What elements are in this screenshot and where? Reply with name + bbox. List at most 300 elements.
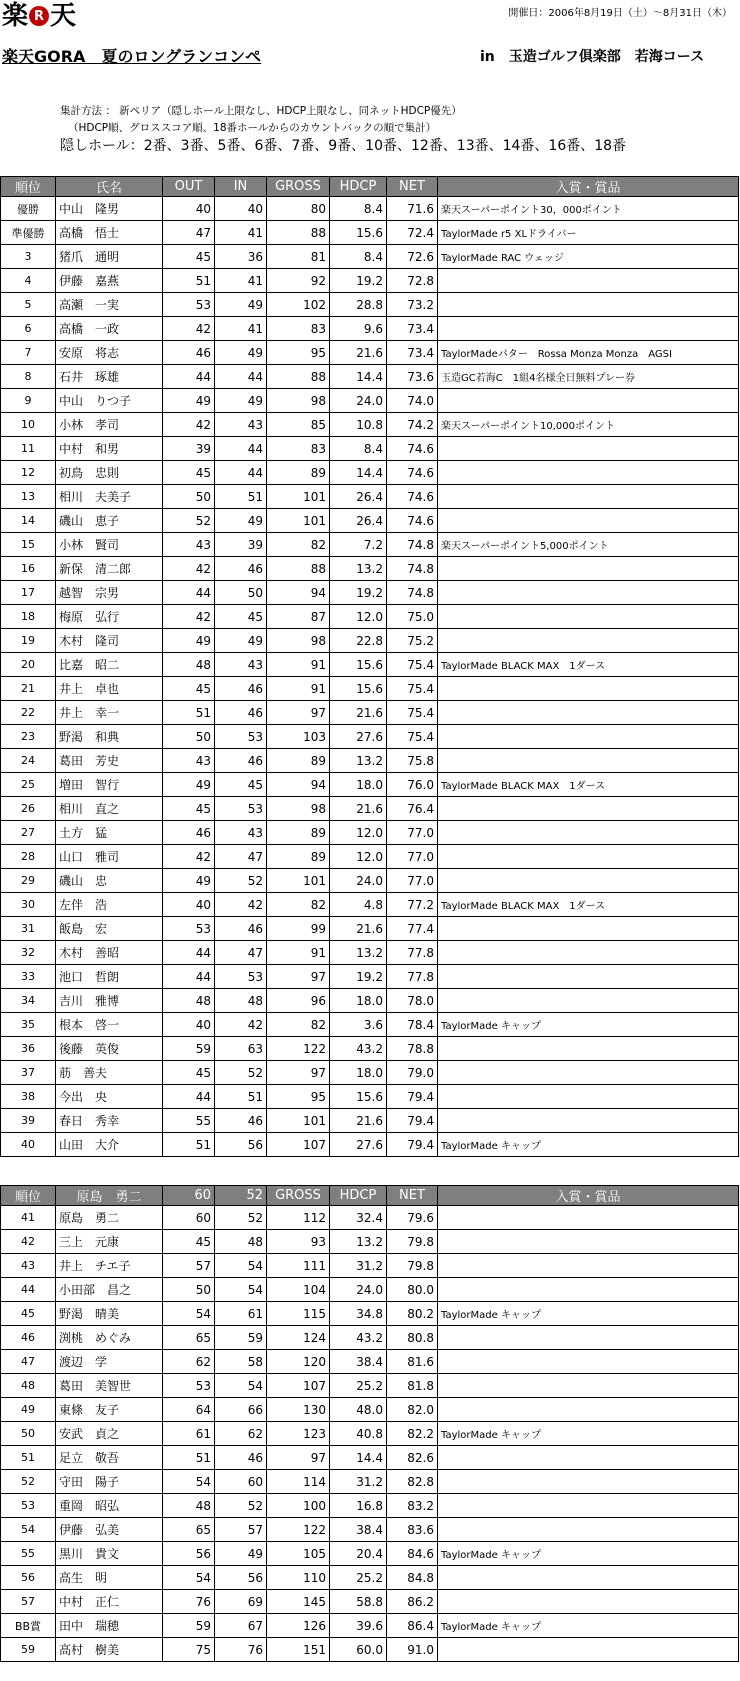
table-row bbox=[1, 365, 739, 389]
col-out: OUT bbox=[163, 177, 215, 197]
out-score: 51 bbox=[163, 701, 215, 725]
in-score: 51 bbox=[215, 1085, 267, 1109]
hdcp-value: 4.8 bbox=[330, 893, 387, 917]
gross-score: 114 bbox=[267, 1470, 330, 1494]
out-score: 43 bbox=[163, 749, 215, 773]
hdcp-value: 21.6 bbox=[330, 701, 387, 725]
rank-cell: BB賞 bbox=[1, 1614, 56, 1638]
rank-cell: 6 bbox=[1, 317, 56, 341]
net-score: 72.4 bbox=[387, 221, 438, 245]
hdcp-value: 12.0 bbox=[330, 821, 387, 845]
rank-cell: 44 bbox=[1, 1278, 56, 1302]
out-score: 44 bbox=[163, 581, 215, 605]
gross-score: 107 bbox=[267, 1133, 330, 1157]
player-name: 相川 夫美子 bbox=[56, 485, 163, 509]
hdcp-value: 13.2 bbox=[330, 941, 387, 965]
out-score: 59 bbox=[163, 1614, 215, 1638]
out-score: 39 bbox=[163, 437, 215, 461]
in-score: 48 bbox=[215, 989, 267, 1013]
net-score: 74.8 bbox=[387, 533, 438, 557]
in-score: 49 bbox=[215, 341, 267, 365]
rank-cell: 20 bbox=[1, 653, 56, 677]
prize-cell bbox=[438, 1446, 739, 1470]
prize-cell bbox=[438, 1037, 739, 1061]
in-score: 47 bbox=[215, 941, 267, 965]
rank-cell: 45 bbox=[1, 1302, 56, 1326]
in-score: 39 bbox=[215, 533, 267, 557]
rank-cell: 27 bbox=[1, 821, 56, 845]
prize-cell: TaylorMade BLACK MAX 1ダース bbox=[438, 893, 739, 917]
net-score: 77.0 bbox=[387, 845, 438, 869]
table-row bbox=[1, 1133, 739, 1157]
out-score: 46 bbox=[163, 341, 215, 365]
gross-score: 130 bbox=[267, 1398, 330, 1422]
col-in-2: 52 bbox=[215, 1186, 267, 1206]
rank-cell: 55 bbox=[1, 1542, 56, 1566]
player-name: 井上 チエ子 bbox=[56, 1254, 163, 1278]
prize-cell bbox=[438, 1494, 739, 1518]
prize-cell: TaylorMade RAC ウェッジ bbox=[438, 245, 739, 269]
col-prize-2: 入賞・賞品 bbox=[438, 1186, 739, 1206]
hdcp-value: 14.4 bbox=[330, 1446, 387, 1470]
in-score: 44 bbox=[215, 437, 267, 461]
net-score: 79.4 bbox=[387, 1133, 438, 1157]
rank-cell: 36 bbox=[1, 1037, 56, 1061]
in-score: 48 bbox=[215, 1230, 267, 1254]
table-row bbox=[1, 1350, 739, 1374]
in-score: 49 bbox=[215, 509, 267, 533]
net-score: 77.4 bbox=[387, 917, 438, 941]
hdcp-value: 25.2 bbox=[330, 1374, 387, 1398]
in-score: 49 bbox=[215, 1542, 267, 1566]
out-score: 60 bbox=[163, 1206, 215, 1230]
scoring-order: （HDCP順、グロススコア順、18番ホールからのカウントバックの順で集計） bbox=[68, 122, 437, 134]
table-row bbox=[1, 653, 739, 677]
out-score: 42 bbox=[163, 557, 215, 581]
in-score: 60 bbox=[215, 1470, 267, 1494]
prize-cell bbox=[438, 269, 739, 293]
player-name: 越智 宗男 bbox=[56, 581, 163, 605]
in-score: 67 bbox=[215, 1614, 267, 1638]
net-score: 91.0 bbox=[387, 1638, 438, 1662]
in-score: 51 bbox=[215, 485, 267, 509]
out-score: 45 bbox=[163, 461, 215, 485]
net-score: 75.4 bbox=[387, 701, 438, 725]
gross-score: 98 bbox=[267, 797, 330, 821]
col-net-2: NET bbox=[387, 1186, 438, 1206]
table-row bbox=[1, 629, 739, 653]
hdcp-value: 60.0 bbox=[330, 1638, 387, 1662]
table-row bbox=[1, 581, 739, 605]
net-score: 74.8 bbox=[387, 581, 438, 605]
gross-score: 123 bbox=[267, 1422, 330, 1446]
net-score: 80.0 bbox=[387, 1278, 438, 1302]
net-score: 75.0 bbox=[387, 605, 438, 629]
hdcp-value: 14.4 bbox=[330, 365, 387, 389]
net-score: 72.8 bbox=[387, 269, 438, 293]
net-score: 79.4 bbox=[387, 1109, 438, 1133]
net-score: 74.0 bbox=[387, 389, 438, 413]
table-row bbox=[1, 509, 739, 533]
rank-cell: 53 bbox=[1, 1494, 56, 1518]
player-name: 渡辺 学 bbox=[56, 1350, 163, 1374]
in-score: 52 bbox=[215, 1494, 267, 1518]
hdcp-value: 43.2 bbox=[330, 1326, 387, 1350]
out-score: 65 bbox=[163, 1326, 215, 1350]
table-row bbox=[1, 1230, 739, 1254]
in-score: 54 bbox=[215, 1254, 267, 1278]
rank-cell: 11 bbox=[1, 437, 56, 461]
prize-cell: TaylorMade r5 XLドライバー bbox=[438, 221, 739, 245]
hdcp-value: 3.6 bbox=[330, 1013, 387, 1037]
out-score: 48 bbox=[163, 989, 215, 1013]
out-score: 75 bbox=[163, 1638, 215, 1662]
prize-cell bbox=[438, 437, 739, 461]
table-row bbox=[1, 1614, 739, 1638]
venue: in 玉造ゴルフ倶楽部 若海コース bbox=[480, 49, 705, 65]
hdcp-value: 28.8 bbox=[330, 293, 387, 317]
gross-score: 111 bbox=[267, 1254, 330, 1278]
player-name: 黒川 貴文 bbox=[56, 1542, 163, 1566]
out-score: 48 bbox=[163, 1494, 215, 1518]
table-row bbox=[1, 245, 739, 269]
player-name: 足立 敬吾 bbox=[56, 1446, 163, 1470]
out-score: 51 bbox=[163, 269, 215, 293]
prize-cell bbox=[438, 581, 739, 605]
prize-cell: 楽天スーパーポイント30，000ポイント bbox=[438, 197, 739, 221]
rank-cell: 13 bbox=[1, 485, 56, 509]
net-score: 84.8 bbox=[387, 1566, 438, 1590]
player-name: 葛田 美智世 bbox=[56, 1374, 163, 1398]
prize-cell bbox=[438, 1518, 739, 1542]
rank-cell: 37 bbox=[1, 1061, 56, 1085]
out-score: 45 bbox=[163, 245, 215, 269]
in-score: 46 bbox=[215, 1446, 267, 1470]
gross-score: 88 bbox=[267, 557, 330, 581]
hdcp-value: 13.2 bbox=[330, 1230, 387, 1254]
in-score: 46 bbox=[215, 917, 267, 941]
player-name: 後藤 英俊 bbox=[56, 1037, 163, 1061]
net-score: 82.8 bbox=[387, 1470, 438, 1494]
prize-cell bbox=[438, 509, 739, 533]
net-score: 78.0 bbox=[387, 989, 438, 1013]
player-name: 石井 琢雄 bbox=[56, 365, 163, 389]
player-name: 高生 明 bbox=[56, 1566, 163, 1590]
rank-cell: 3 bbox=[1, 245, 56, 269]
gross-score: 107 bbox=[267, 1374, 330, 1398]
out-score: 55 bbox=[163, 1109, 215, 1133]
out-score: 44 bbox=[163, 941, 215, 965]
out-score: 42 bbox=[163, 605, 215, 629]
net-score: 83.6 bbox=[387, 1518, 438, 1542]
out-score: 54 bbox=[163, 1302, 215, 1326]
table-row bbox=[1, 1446, 739, 1470]
player-name: 梅原 弘行 bbox=[56, 605, 163, 629]
in-score: 52 bbox=[215, 1206, 267, 1230]
net-score: 75.4 bbox=[387, 677, 438, 701]
gross-score: 126 bbox=[267, 1614, 330, 1638]
rank-cell: 25 bbox=[1, 773, 56, 797]
net-score: 77.8 bbox=[387, 965, 438, 989]
rank-cell: 32 bbox=[1, 941, 56, 965]
net-score: 86.4 bbox=[387, 1614, 438, 1638]
hdcp-value: 15.6 bbox=[330, 653, 387, 677]
player-name: 木村 善昭 bbox=[56, 941, 163, 965]
player-name: 中村 正仁 bbox=[56, 1590, 163, 1614]
player-name: 春日 秀幸 bbox=[56, 1109, 163, 1133]
gross-score: 89 bbox=[267, 821, 330, 845]
out-score: 45 bbox=[163, 1230, 215, 1254]
in-score: 46 bbox=[215, 1109, 267, 1133]
gross-score: 95 bbox=[267, 1085, 330, 1109]
player-name: 初鳥 忠則 bbox=[56, 461, 163, 485]
gross-score: 91 bbox=[267, 941, 330, 965]
gross-score: 89 bbox=[267, 749, 330, 773]
player-name: 新保 清二郎 bbox=[56, 557, 163, 581]
rank-cell: 5 bbox=[1, 293, 56, 317]
out-score: 76 bbox=[163, 1590, 215, 1614]
out-score: 52 bbox=[163, 509, 215, 533]
prize-cell bbox=[438, 749, 739, 773]
player-name: 野渇 和典 bbox=[56, 725, 163, 749]
player-name: 今出 央 bbox=[56, 1085, 163, 1109]
player-name: 中山 りつ子 bbox=[56, 389, 163, 413]
col-hdcp: HDCP bbox=[330, 177, 387, 197]
in-score: 45 bbox=[215, 605, 267, 629]
in-score: 41 bbox=[215, 221, 267, 245]
col-hdcp-2: HDCP bbox=[330, 1186, 387, 1206]
in-score: 46 bbox=[215, 677, 267, 701]
rank-cell: 8 bbox=[1, 365, 56, 389]
rank-cell: 26 bbox=[1, 797, 56, 821]
out-score: 50 bbox=[163, 725, 215, 749]
rank-cell: 28 bbox=[1, 845, 56, 869]
prize-cell bbox=[438, 1470, 739, 1494]
rank-cell: 22 bbox=[1, 701, 56, 725]
out-score: 44 bbox=[163, 1085, 215, 1109]
table-row bbox=[1, 845, 739, 869]
rank-cell: 34 bbox=[1, 989, 56, 1013]
hdcp-value: 15.6 bbox=[330, 221, 387, 245]
hdcp-value: 24.0 bbox=[330, 1278, 387, 1302]
gross-score: 96 bbox=[267, 989, 330, 1013]
table-row bbox=[1, 725, 739, 749]
prize-cell: TaylorMade キャップ bbox=[438, 1614, 739, 1638]
in-score: 53 bbox=[215, 965, 267, 989]
gross-score: 112 bbox=[267, 1206, 330, 1230]
in-score: 45 bbox=[215, 773, 267, 797]
gross-score: 100 bbox=[267, 1494, 330, 1518]
prize-cell: 玉造GC若海C 1組4名様全日無料プレー券 bbox=[438, 365, 739, 389]
rank-cell: 9 bbox=[1, 389, 56, 413]
prize-cell bbox=[438, 605, 739, 629]
out-score: 43 bbox=[163, 533, 215, 557]
prize-cell bbox=[438, 557, 739, 581]
table-row bbox=[1, 1590, 739, 1614]
out-score: 45 bbox=[163, 677, 215, 701]
in-score: 63 bbox=[215, 1037, 267, 1061]
col-out-2: 60 bbox=[163, 1186, 215, 1206]
player-name: 磯山 恵子 bbox=[56, 509, 163, 533]
prize-cell bbox=[438, 1590, 739, 1614]
in-score: 46 bbox=[215, 557, 267, 581]
page-title: 楽天GORA 夏のロングランコンペ bbox=[2, 47, 262, 66]
table-row bbox=[1, 341, 739, 365]
hdcp-value: 21.6 bbox=[330, 341, 387, 365]
in-score: 52 bbox=[215, 869, 267, 893]
hdcp-value: 24.0 bbox=[330, 869, 387, 893]
table-row bbox=[1, 269, 739, 293]
gross-score: 92 bbox=[267, 269, 330, 293]
hdcp-value: 24.0 bbox=[330, 389, 387, 413]
net-score: 78.8 bbox=[387, 1037, 438, 1061]
net-score: 74.8 bbox=[387, 557, 438, 581]
gross-score: 97 bbox=[267, 1446, 330, 1470]
net-score: 81.8 bbox=[387, 1374, 438, 1398]
rank-cell: 46 bbox=[1, 1326, 56, 1350]
prize-cell bbox=[438, 1566, 739, 1590]
gross-score: 105 bbox=[267, 1542, 330, 1566]
player-name: 安武 貞之 bbox=[56, 1422, 163, 1446]
rank-cell: 39 bbox=[1, 1109, 56, 1133]
rank-cell: 10 bbox=[1, 413, 56, 437]
out-score: 61 bbox=[163, 1422, 215, 1446]
in-score: 43 bbox=[215, 653, 267, 677]
out-score: 64 bbox=[163, 1398, 215, 1422]
in-score: 61 bbox=[215, 1302, 267, 1326]
hdcp-value: 26.4 bbox=[330, 509, 387, 533]
hidden-holes: 隠しホール：2番、3番、5番、6番、7番、9番、10番、12番、13番、14番、16番、18番 bbox=[60, 138, 627, 154]
in-score: 44 bbox=[215, 365, 267, 389]
hdcp-value: 21.6 bbox=[330, 1109, 387, 1133]
table-row bbox=[1, 1566, 739, 1590]
player-name: 磯山 忠 bbox=[56, 869, 163, 893]
out-score: 40 bbox=[163, 197, 215, 221]
gross-score: 98 bbox=[267, 389, 330, 413]
table-row bbox=[1, 485, 739, 509]
gross-score: 94 bbox=[267, 581, 330, 605]
net-score: 77.8 bbox=[387, 941, 438, 965]
prize-cell bbox=[438, 989, 739, 1013]
out-score: 56 bbox=[163, 1542, 215, 1566]
gross-score: 122 bbox=[267, 1037, 330, 1061]
gross-score: 97 bbox=[267, 701, 330, 725]
prize-cell bbox=[438, 797, 739, 821]
table-row bbox=[1, 557, 739, 581]
hdcp-value: 12.0 bbox=[330, 845, 387, 869]
logo-char-right: 天 bbox=[50, 1, 77, 31]
prize-cell bbox=[438, 1326, 739, 1350]
table-row bbox=[1, 1374, 739, 1398]
table-row bbox=[1, 461, 739, 485]
results-table-2 bbox=[0, 1185, 739, 1662]
out-score: 49 bbox=[163, 389, 215, 413]
player-name: 原島 勇二 bbox=[56, 1206, 163, 1230]
rank-cell: 29 bbox=[1, 869, 56, 893]
table-row bbox=[1, 965, 739, 989]
out-score: 53 bbox=[163, 1374, 215, 1398]
net-score: 75.2 bbox=[387, 629, 438, 653]
hdcp-value: 39.6 bbox=[330, 1614, 387, 1638]
table-row bbox=[1, 989, 739, 1013]
hdcp-value: 27.6 bbox=[330, 1133, 387, 1157]
out-score: 48 bbox=[163, 653, 215, 677]
hdcp-value: 26.4 bbox=[330, 485, 387, 509]
logo-char-left: 楽 bbox=[2, 1, 29, 31]
in-score: 40 bbox=[215, 197, 267, 221]
table-row bbox=[1, 1398, 739, 1422]
out-score: 49 bbox=[163, 629, 215, 653]
rank-cell: 優勝 bbox=[1, 197, 56, 221]
hdcp-value: 20.4 bbox=[330, 1542, 387, 1566]
net-score: 82.0 bbox=[387, 1398, 438, 1422]
in-score: 53 bbox=[215, 725, 267, 749]
net-score: 75.8 bbox=[387, 749, 438, 773]
table-row bbox=[1, 869, 739, 893]
player-name: 高村 樹美 bbox=[56, 1638, 163, 1662]
net-score: 80.8 bbox=[387, 1326, 438, 1350]
hdcp-value: 38.4 bbox=[330, 1518, 387, 1542]
rank-cell: 51 bbox=[1, 1446, 56, 1470]
col-rank: 順位 bbox=[1, 177, 56, 197]
out-score: 51 bbox=[163, 1446, 215, 1470]
out-score: 42 bbox=[163, 845, 215, 869]
in-score: 57 bbox=[215, 1518, 267, 1542]
out-score: 62 bbox=[163, 1350, 215, 1374]
prize-cell bbox=[438, 1206, 739, 1230]
hdcp-value: 19.2 bbox=[330, 581, 387, 605]
hdcp-value: 21.6 bbox=[330, 797, 387, 821]
in-score: 44 bbox=[215, 461, 267, 485]
hdcp-value: 8.4 bbox=[330, 197, 387, 221]
player-name: 荕 善夫 bbox=[56, 1061, 163, 1085]
net-score: 76.4 bbox=[387, 797, 438, 821]
table-header-row-2 bbox=[1, 1186, 739, 1206]
gross-score: 115 bbox=[267, 1302, 330, 1326]
net-score: 75.4 bbox=[387, 653, 438, 677]
hdcp-value: 19.2 bbox=[330, 269, 387, 293]
net-score: 73.4 bbox=[387, 341, 438, 365]
out-score: 44 bbox=[163, 365, 215, 389]
col-gross-2: GROSS bbox=[267, 1186, 330, 1206]
gross-score: 83 bbox=[267, 437, 330, 461]
gross-score: 97 bbox=[267, 1061, 330, 1085]
table-row bbox=[1, 1494, 739, 1518]
prize-cell bbox=[438, 1085, 739, 1109]
net-score: 77.2 bbox=[387, 893, 438, 917]
hdcp-value: 15.6 bbox=[330, 677, 387, 701]
net-score: 73.4 bbox=[387, 317, 438, 341]
col-rank-2: 順位 bbox=[1, 1186, 56, 1206]
net-score: 79.4 bbox=[387, 1085, 438, 1109]
rank-cell: 56 bbox=[1, 1566, 56, 1590]
gross-score: 93 bbox=[267, 1230, 330, 1254]
prize-cell bbox=[438, 701, 739, 725]
prize-cell: TaylorMade キャップ bbox=[438, 1422, 739, 1446]
hdcp-value: 58.8 bbox=[330, 1590, 387, 1614]
col-in: IN bbox=[215, 177, 267, 197]
gross-score: 120 bbox=[267, 1350, 330, 1374]
gross-score: 102 bbox=[267, 293, 330, 317]
player-name: 相川 直之 bbox=[56, 797, 163, 821]
scoring-method: 集計方法 ： 新ペリア（隠しホール上限なし、HDCP上限なし、同ネットHDCP優先） bbox=[60, 105, 462, 117]
table-header-row bbox=[1, 177, 739, 197]
rank-cell: 48 bbox=[1, 1374, 56, 1398]
hdcp-value: 48.0 bbox=[330, 1398, 387, 1422]
gross-score: 80 bbox=[267, 197, 330, 221]
gross-score: 82 bbox=[267, 533, 330, 557]
player-name: 木村 隆司 bbox=[56, 629, 163, 653]
